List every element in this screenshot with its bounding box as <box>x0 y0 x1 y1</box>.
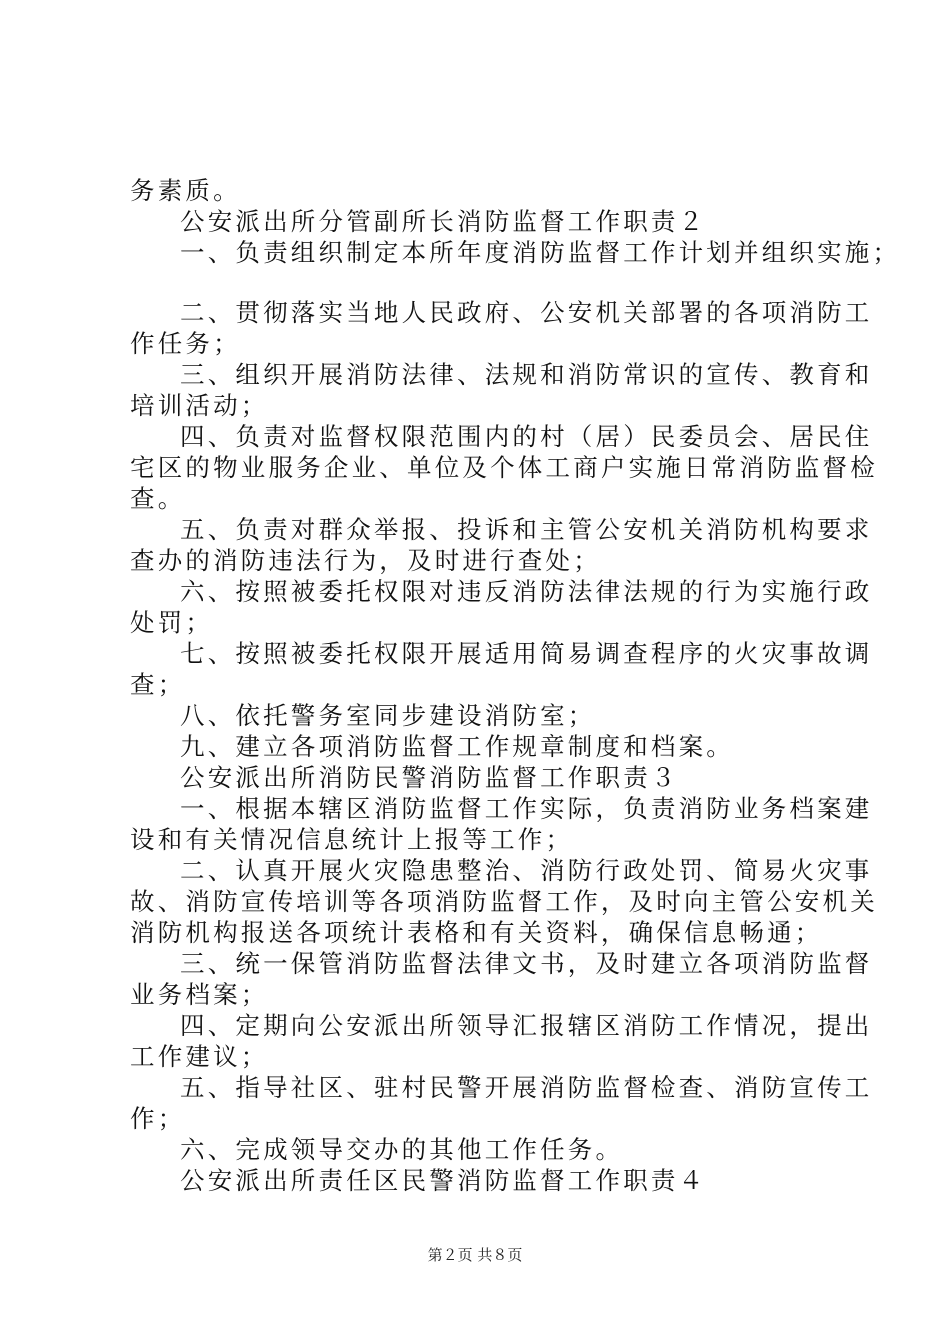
text-line-4: 二、贯彻落实当地人民政府、公安机关部署的各项消防工 <box>180 298 873 327</box>
text-line-26: 业务档案； <box>130 980 269 1009</box>
text-line-25: 三、统一保管消防监督法律文书，及时建立各项消防监督 <box>180 949 873 978</box>
text-line-8: 四、负责对监督权限范围内的村（居）民委员会、居民住 <box>180 422 873 451</box>
text-line-1: 务素质。 <box>130 176 241 205</box>
text-line-12: 查办的消防违法行为，及时进行查处； <box>130 546 601 575</box>
page-number-footer: 第２页 共８页 <box>427 1246 523 1264</box>
text-line-17: 八、依托警务室同步建设消防室； <box>180 701 596 730</box>
text-line-27: 四、定期向公安派出所领导汇报辖区消防工作情况，提出 <box>180 1011 873 1040</box>
text-line-24: 消防机构报送各项统计表格和有关资料，确保信息畅通； <box>130 918 823 947</box>
text-line-28: 工作建议； <box>130 1042 269 1071</box>
text-line-11: 五、负责对群众举报、投诉和主管公安机关消防机构要求 <box>180 515 873 544</box>
text-line-14: 处罚； <box>130 608 214 637</box>
text-line-29: 五、指导社区、驻村民警开展消防监督检查、消防宣传工 <box>180 1073 873 1102</box>
text-line-22: 二、认真开展火灾隐患整治、消防行政处罚、简易火灾事 <box>180 856 873 885</box>
text-line-23: 故、消防宣传培训等各项消防监督工作，及时向主管公安机关 <box>130 887 878 916</box>
text-line-9: 宅区的物业服务企业、单位及个体工商户实施日常消防监督检 <box>130 453 878 482</box>
text-line-21: 设和有关情况信息统计上报等工作； <box>130 825 574 854</box>
text-line-20: 一、根据本辖区消防监督工作实际，负责消防业务档案建 <box>180 794 873 823</box>
text-line-31: 六、完成领导交办的其他工作任务。 <box>180 1135 624 1164</box>
section-heading-3: 公安派出所消防民警消防监督工作职责３ <box>180 763 679 792</box>
text-line-18: 九、建立各项消防监督工作规章制度和档案。 <box>180 732 734 761</box>
section-heading-4: 公安派出所责任区民警消防监督工作职责４ <box>180 1166 707 1195</box>
text-line-6: 三、组织开展消防法律、法规和消防常识的宣传、教育和 <box>180 360 873 389</box>
text-line-10: 查。 <box>130 484 186 513</box>
text-line-15: 七、按照被委托权限开展适用简易调查程序的火灾事故调 <box>180 639 873 668</box>
text-line-7: 培训活动； <box>130 391 269 420</box>
text-line-30: 作； <box>130 1104 186 1133</box>
text-line-16: 查； <box>130 670 186 699</box>
text-line-5: 作任务； <box>130 329 241 358</box>
section-heading-2: 公安派出所分管副所长消防监督工作职责２ <box>180 207 707 236</box>
text-line-13: 六、按照被委托权限对违反消防法律法规的行为实施行政 <box>180 577 873 606</box>
text-line-3: 一、负责组织制定本所年度消防监督工作计划并组织实施； <box>180 238 901 267</box>
